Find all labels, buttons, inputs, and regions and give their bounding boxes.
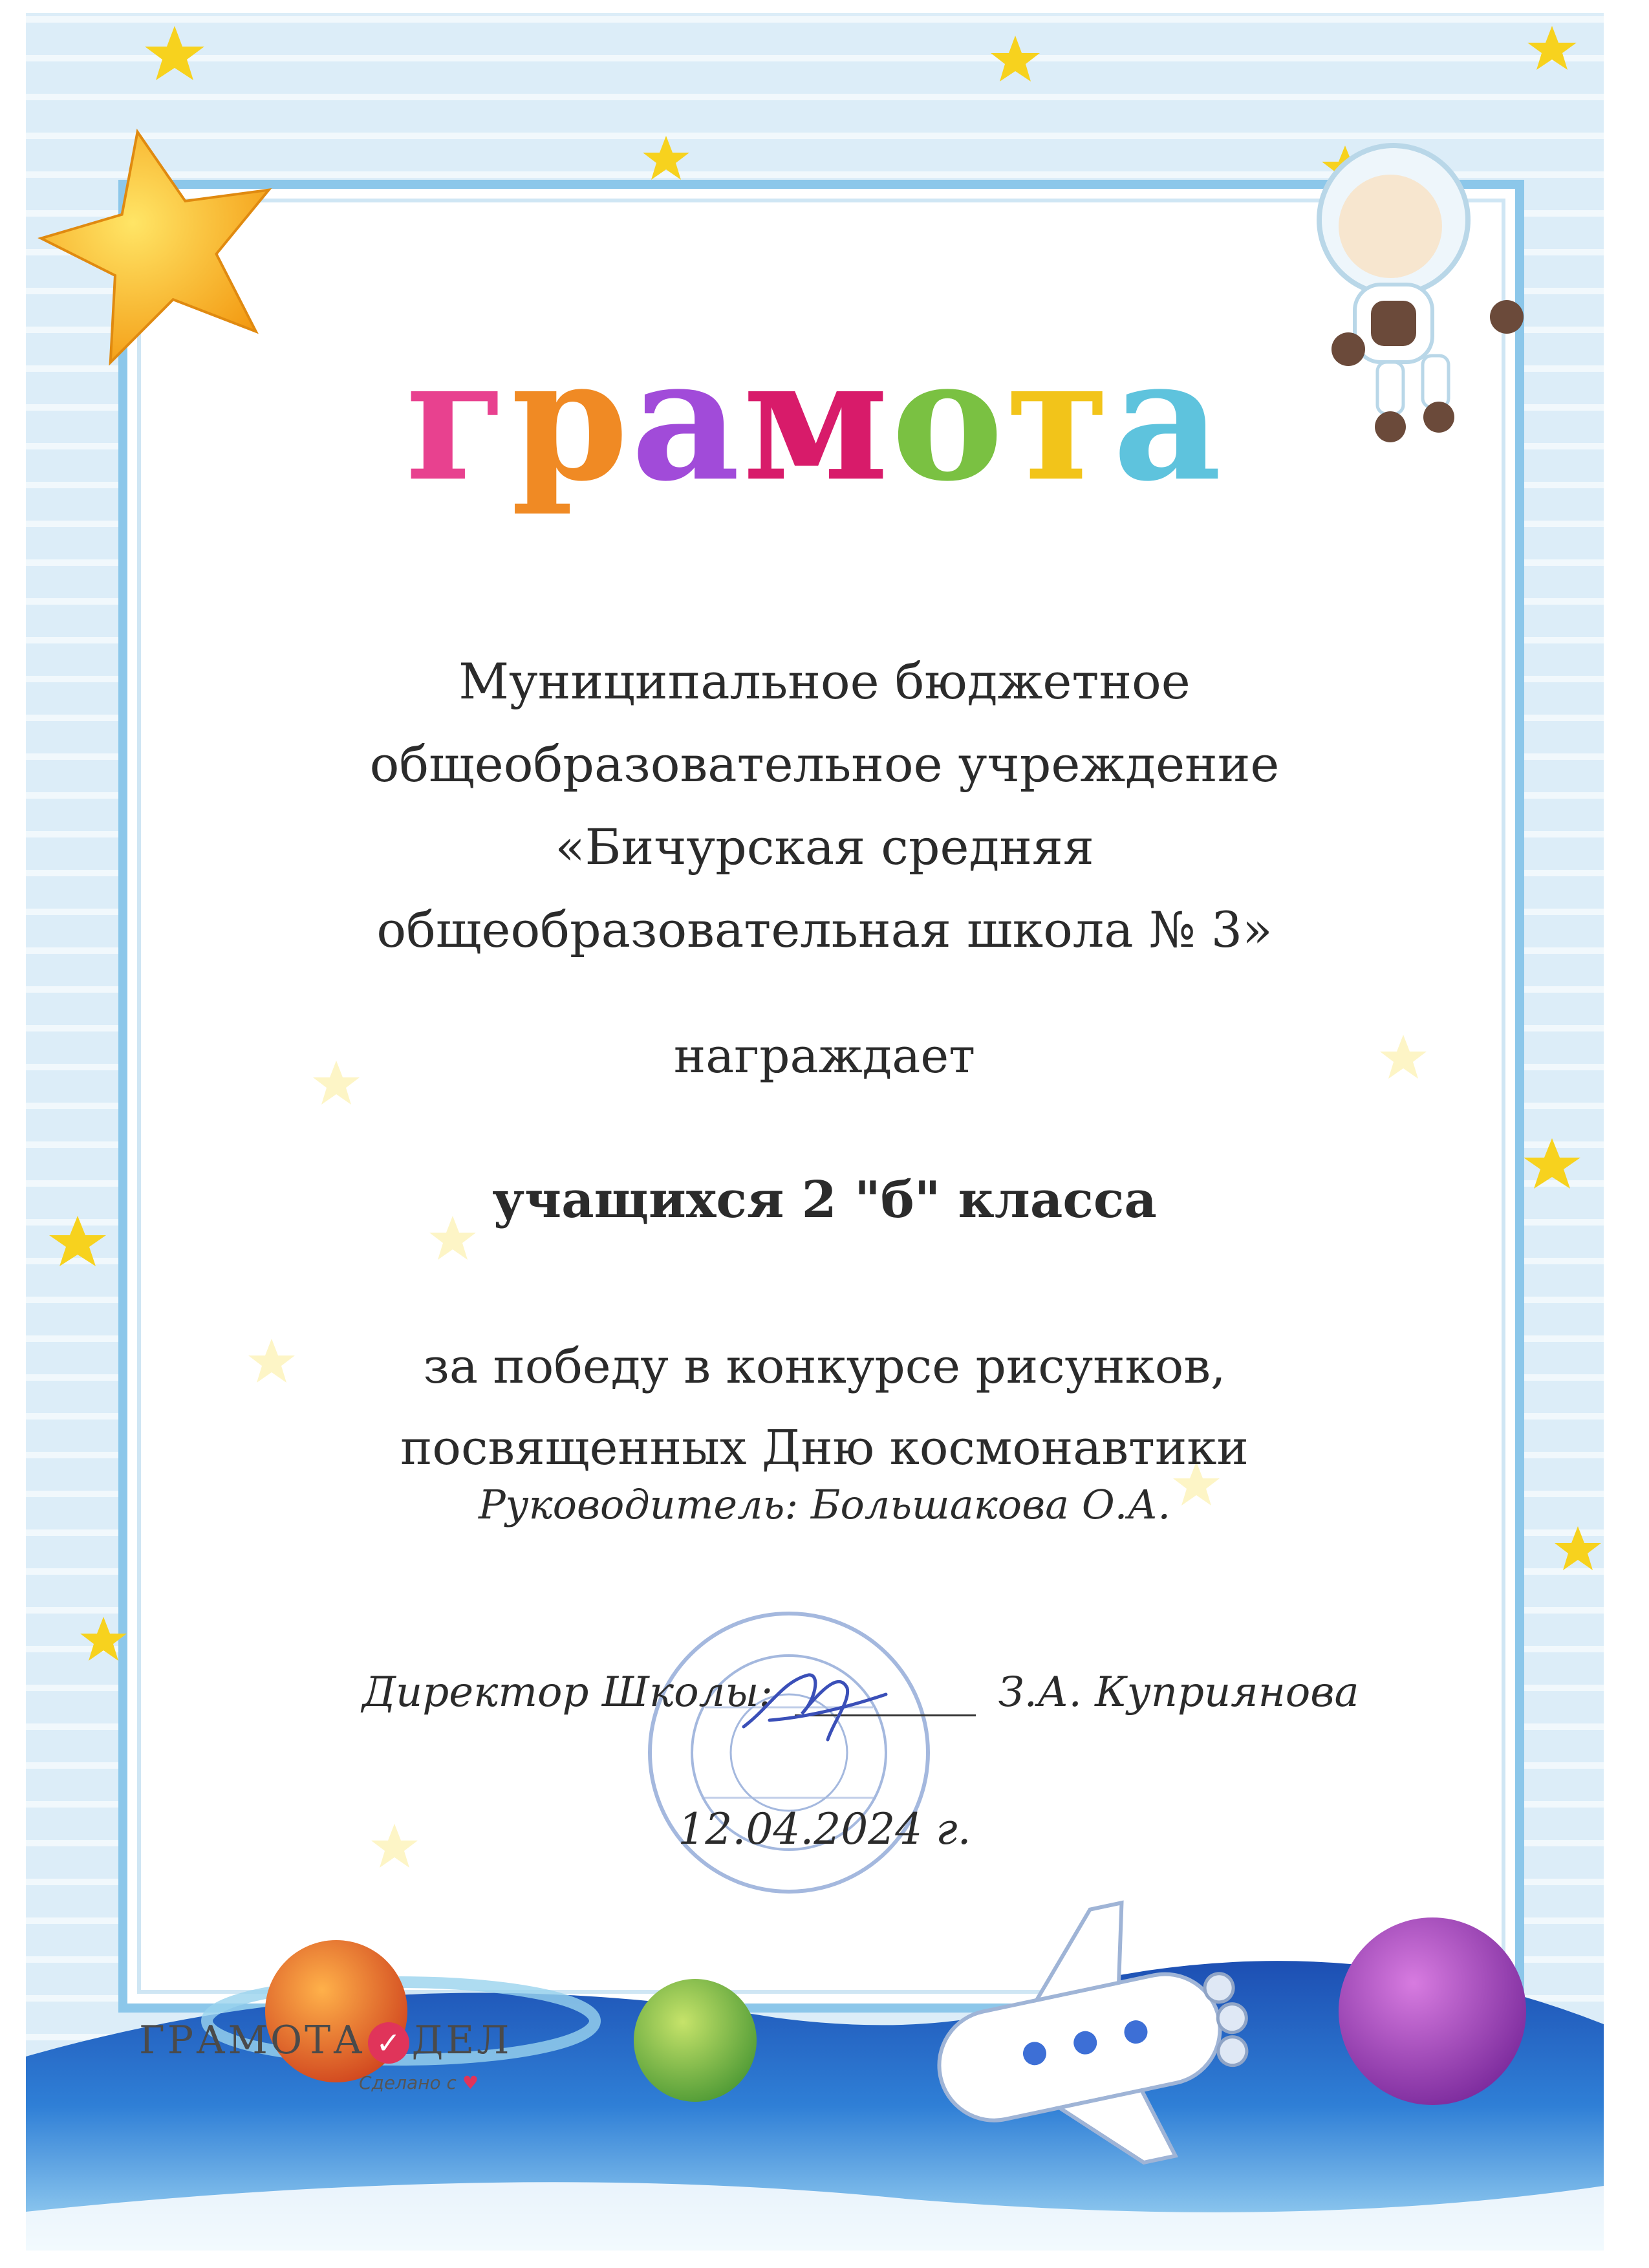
brand-logo xyxy=(139,2018,512,2115)
brand-name-left: ГРАМОТА xyxy=(139,2018,365,2063)
title-letter: т xyxy=(1006,336,1113,519)
heart-icon: ♥ xyxy=(462,2072,479,2093)
certificate-title xyxy=(362,336,1267,530)
award-reason xyxy=(0,1326,1649,1489)
green-planet-icon xyxy=(634,1979,757,2102)
recipient: учащихся 2 "б" класса xyxy=(492,1171,1157,1229)
issuer-line: Муниципальное бюджетное xyxy=(458,653,1191,710)
awards-text: награждает xyxy=(673,1028,976,1084)
brand-name-right: ДЕЛ xyxy=(411,2018,512,2063)
title-letter: а xyxy=(630,336,743,519)
title-letter: р xyxy=(511,336,631,519)
brand-tagline-text: Сделано с xyxy=(359,2072,457,2093)
supervisor: Руководитель: Большакова О.А. xyxy=(478,1481,1171,1528)
purple-planet-icon xyxy=(1339,1917,1526,2105)
issuer-line: «Бичурская средняя xyxy=(555,818,1094,876)
title-letter: м xyxy=(742,336,892,519)
issue-date: 12.04.2024 г. xyxy=(678,1804,971,1854)
title-letter: о xyxy=(891,336,1006,519)
reason-line: посвященных Дню космонавтики xyxy=(400,1420,1249,1476)
director-name: З.А. Куприянова xyxy=(998,1669,1359,1716)
check-icon: ✓ xyxy=(368,2022,409,2064)
svg-text:грамота xyxy=(405,336,1224,519)
brand-name xyxy=(139,2018,512,2064)
title-letter: г xyxy=(405,336,512,519)
issuer xyxy=(0,640,1649,971)
brand-tagline xyxy=(359,2072,479,2093)
title-letter: а xyxy=(1112,336,1225,519)
director-label: Директор Школы: xyxy=(362,1669,773,1716)
director-signature xyxy=(731,1656,899,1759)
reason-line: за победу в конкурсе рисунков, xyxy=(423,1339,1226,1394)
issuer-line: общеобразовательная школа № 3» xyxy=(376,901,1273,958)
issuer-line: общеобразовательное учреждение xyxy=(369,735,1280,793)
